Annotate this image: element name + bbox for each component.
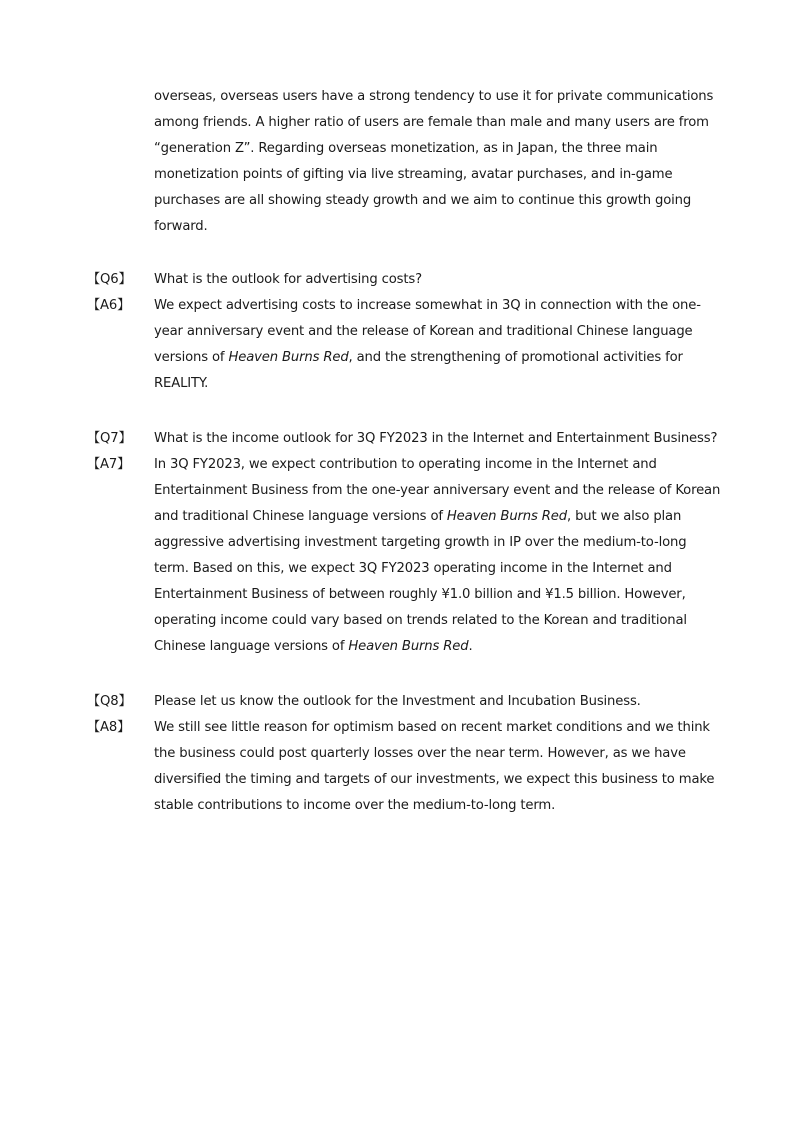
question-label: 【Q7】 (87, 431, 132, 446)
answer-line: term. Based on this, we expect 3Q FY2023 operating income in the Internet and (154, 561, 672, 576)
intro-line: monetization points of gifting via live streaming, avatar purchases, and in-game (154, 167, 673, 182)
game-title: Heaven Burns Red (348, 639, 469, 654)
intro-line: forward. (154, 219, 208, 234)
answer-line: Entertainment Business of between roughly ¥1.0 billion and ¥1.5 billion. However, (154, 587, 686, 602)
answer-line: versions of Heaven Burns Red, and the strengthening of promotional activities for (154, 350, 683, 365)
intro-line: overseas, overseas users have a strong tendency to use it for private communications (154, 89, 714, 104)
answer-line: stable contributions to income over the medium-to-long term. (154, 798, 556, 813)
answer-line: We still see little reason for optimism based on recent market conditions and we think (154, 720, 710, 735)
intro-line: among friends. A higher ratio of users are female than male and many users are from (154, 115, 709, 130)
question-text: What is the outlook for advertising costs? (154, 272, 422, 287)
answer-label: 【A7】 (87, 457, 131, 472)
answer-line: Chinese language versions of Heaven Burns Red. (154, 639, 473, 654)
answer-line: operating income could vary based on trends related to the Korean and traditional (154, 613, 687, 628)
answer-label: 【A8】 (87, 720, 131, 735)
intro-line: purchases are all showing steady growth and we aim to continue this growth going (154, 193, 692, 208)
question-text: What is the income outlook for 3Q FY2023 in the Internet and Entertainment Business? (154, 431, 718, 446)
intro-line: “generation Z”. Regarding overseas monetization, as in Japan, the three main (154, 141, 658, 156)
answer-line: In 3Q FY2023, we expect contribution to operating income in the Internet and (154, 457, 657, 472)
answer-line: Entertainment Business from the one-year anniversary event and the release of Korean (154, 483, 721, 498)
answer-label: 【A6】 (87, 298, 131, 313)
game-title: Heaven Burns Red (446, 509, 567, 524)
answer-line: year anniversary event and the release of Korean and traditional Chinese language (154, 324, 693, 339)
answer-line: We expect advertising costs to increase somewhat in 3Q in connection with the one- (154, 298, 701, 313)
game-title: Heaven Burns Red (228, 350, 349, 365)
question-label: 【Q6】 (87, 272, 132, 287)
question-label: 【Q8】 (87, 694, 132, 709)
answer-line: REALITY. (154, 376, 209, 391)
answer-line: and traditional Chinese language versions of Heaven Burns Red, but we also plan (154, 509, 682, 524)
answer-line: aggressive advertising investment targeting growth in IP over the medium-to-long (154, 535, 687, 550)
answer-line: the business could post quarterly losses over the near term. However, as we have (154, 746, 686, 761)
question-text: Please let us know the outlook for the Investment and Incubation Business. (154, 694, 641, 709)
answer-line: diversified the timing and targets of our investments, we expect this business to make (154, 772, 715, 787)
